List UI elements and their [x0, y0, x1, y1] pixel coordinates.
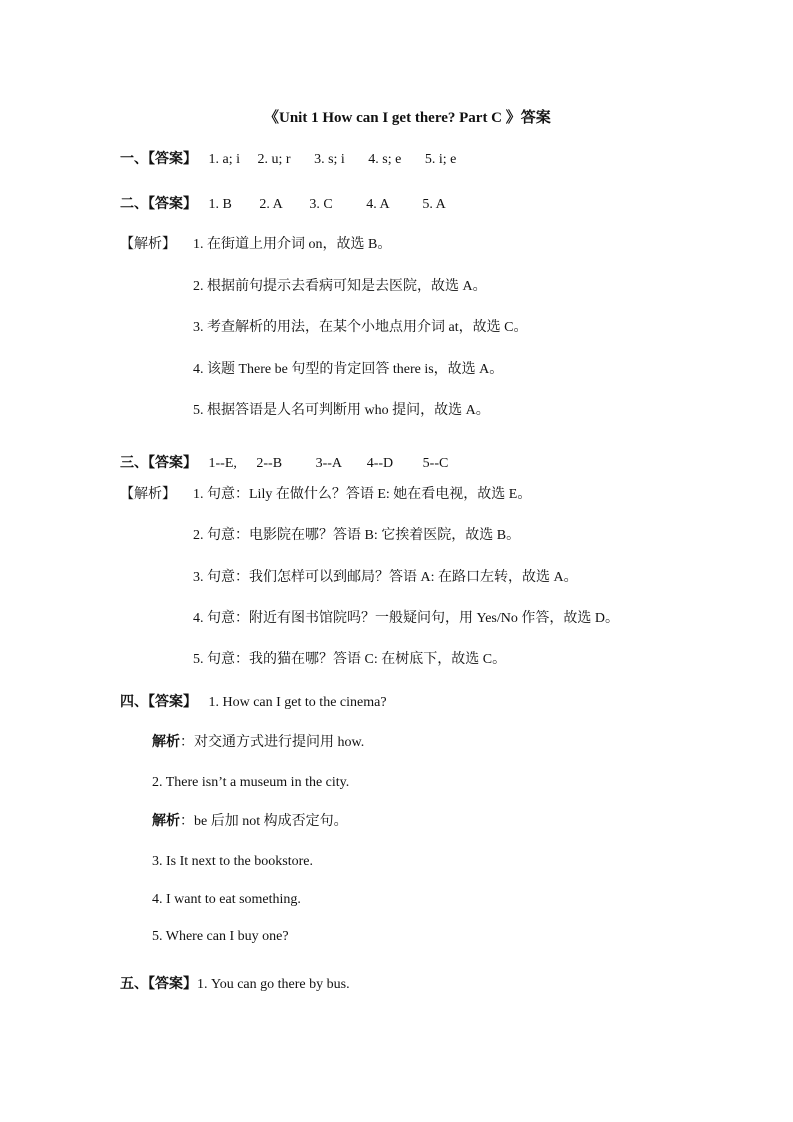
note-text: ：be 后加 not 构成否定句。	[180, 814, 348, 829]
section-3-label: 三、【答案】	[120, 456, 197, 471]
answer-item: 3--A	[315, 456, 342, 471]
analysis-item: 2. 句意：电影院在哪？答语 B: 它挨着医院，故选 B。	[193, 528, 521, 543]
section-4-note-2	[152, 813, 348, 831]
analysis-item: 2. 根据前句提示去看病可知是去医院，故选 A。	[193, 279, 487, 294]
answer-item: 3. Is It next to the bookstore.	[152, 854, 313, 869]
section-3-analysis-label: 【解析】	[120, 487, 176, 502]
analysis-item: 5. 根据答语是人名可判断用 who 提问，故选 A。	[193, 403, 490, 418]
section-4-note-1	[152, 734, 364, 752]
analysis-item: 4. 句意：附近有图书馆院吗？一般疑问句，用 Yes/No 作答，故选 D。	[193, 611, 619, 626]
page-title: 《Unit 1 How can I get there? Part C 》答案	[264, 110, 551, 126]
section-2-answers	[120, 196, 446, 214]
analysis-item: 4. 该题 There be 句型的肯定回答 there is，故选 A。	[193, 362, 504, 377]
note-label: 解析	[152, 735, 180, 750]
analysis-item: 5. 句意：我的猫在哪？答语 C: 在树底下，故选 C。	[193, 652, 507, 667]
answer-item: 4. s; e	[368, 152, 402, 167]
note-label: 解析	[152, 814, 180, 829]
answer-item: 2. A	[259, 197, 282, 212]
section-1-label: 一、【答案】	[120, 152, 197, 167]
analysis-item: 1. 句意：Lily 在做什么？答语 E: 她在看电视，故选 E。	[193, 487, 532, 502]
answer-item: 3. s; i	[314, 152, 345, 167]
section-4-answers	[120, 694, 387, 712]
section-5-label: 五、【答案】	[120, 977, 197, 992]
answer-item: 1. B	[208, 197, 232, 212]
note-text: ：对交通方式进行提问用 how.	[180, 735, 365, 750]
answer-item: 4. A	[366, 197, 389, 212]
answer-item: 2. u; r	[257, 152, 291, 167]
section-4-label: 四、【答案】	[120, 695, 197, 710]
answer-item: 1. a; i	[208, 152, 240, 167]
answer-item: 1--E,	[208, 456, 237, 471]
answer-item: 1. How can I get to the cinema?	[208, 695, 387, 710]
section-1-answers	[120, 151, 456, 169]
answer-item: 2--B	[256, 456, 283, 471]
analysis-item: 3. 句意：我们怎样可以到邮局？答语 A: 在路口左转，故选 A。	[193, 570, 578, 585]
answer-item: 5. A	[422, 197, 446, 212]
answer-item: 4--D	[366, 456, 394, 471]
answer-item: 2. There isn’t a museum in the city.	[152, 775, 350, 790]
answer-item: 4. I want to eat something.	[152, 892, 301, 907]
analysis-item: 1. 在街道上用介词 on，故选 B。	[193, 237, 392, 252]
section-5-answers	[120, 976, 350, 994]
section-3-answers	[120, 455, 448, 473]
analysis-item: 3. 考查解析的用法，在某个小地点用介词 at，故选 C。	[193, 320, 528, 335]
answer-item: 5--C	[422, 456, 449, 471]
answer-item: 5. Where can I buy one?	[152, 929, 289, 944]
answer-item: 5. i; e	[424, 152, 457, 167]
section-2-label: 二、【答案】	[120, 197, 197, 212]
answer-item: 3. C	[309, 197, 333, 212]
section-2-analysis-label: 【解析】	[120, 237, 176, 252]
answer-item: 1. You can go there by bus.	[197, 977, 350, 992]
